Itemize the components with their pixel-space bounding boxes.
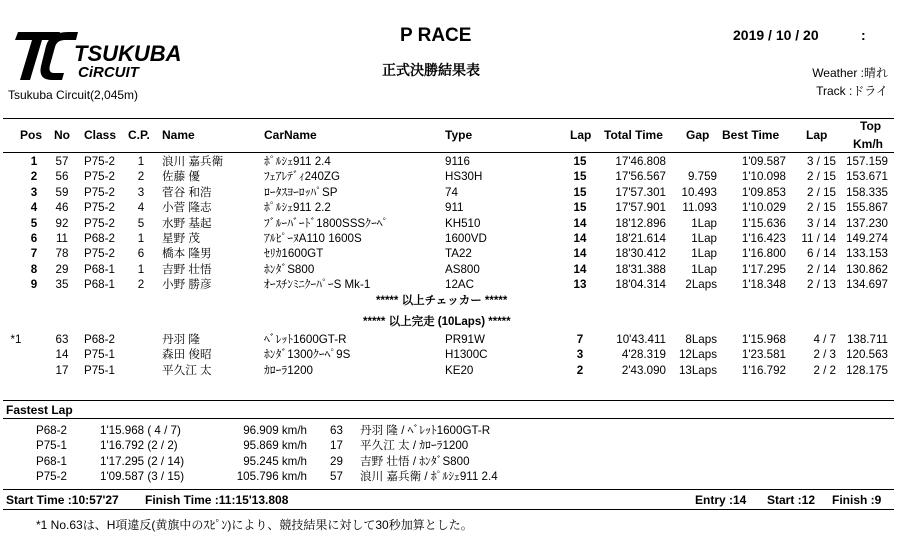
cell-lap: 15 xyxy=(573,170,587,184)
cell-best-lap: 2 / 15 xyxy=(806,170,836,184)
fastest-car-no: 29 xyxy=(330,454,343,468)
cell-class: P68-2 xyxy=(84,333,115,346)
cell-name: 佐藤 優 xyxy=(162,170,201,184)
cell-gap: 1Lap xyxy=(691,232,717,245)
cell-lap: 14 xyxy=(573,262,587,276)
col-type: Type xyxy=(445,128,473,142)
cell-cp: 1 xyxy=(137,155,145,168)
cell-gap: 13Laps xyxy=(678,363,717,377)
table-header-rule xyxy=(3,152,894,153)
cell-no: 11 xyxy=(55,232,69,245)
table-row xyxy=(0,365,900,377)
cell-top-speed: 149.274 xyxy=(846,232,888,245)
cell-class: P75-2 xyxy=(84,216,115,230)
col-name: Name xyxy=(162,128,195,142)
cell-total-time: 10'43.411 xyxy=(616,333,666,346)
cell-pos: 6 xyxy=(30,232,38,245)
svg-text:CiRCUIT: CiRCUIT xyxy=(78,64,139,81)
cell-type: KE20 xyxy=(445,363,474,377)
cell-type: KH510 xyxy=(445,216,481,230)
cell-carname: ﾛｰﾀｽﾖｰﾛｯﾊﾟSP xyxy=(264,185,338,199)
cell-carname: ﾌｪｱﾚﾃﾞｨ240ZG xyxy=(264,170,341,184)
cell-total-time: 18'21.614 xyxy=(615,232,666,245)
cell-gap: 9.759 xyxy=(687,170,717,184)
weather: Weather :晴れ xyxy=(812,66,888,80)
col-gap: Gap xyxy=(686,128,710,142)
cell-no: 92 xyxy=(55,216,69,230)
fastest-car-no: 17 xyxy=(330,439,343,453)
fastest-top-rule xyxy=(3,400,894,401)
cell-top-speed: 137.230 xyxy=(846,216,888,230)
start-count: Start :12 xyxy=(767,493,816,507)
cell-type: 74 xyxy=(445,185,458,199)
cell-name: 小菅 隆志 xyxy=(162,201,212,215)
cell-total-time: 2'43.090 xyxy=(621,363,666,377)
cell-best-time: 1'09.853 xyxy=(741,185,786,199)
cell-lap: 14 xyxy=(573,247,587,261)
cell-class: P68-1 xyxy=(84,278,115,292)
table-row xyxy=(0,349,900,361)
cell-type: AS800 xyxy=(445,262,480,276)
cell-best-time: 1'10.029 xyxy=(741,201,786,215)
cell-best-lap: 3 / 14 xyxy=(806,216,836,230)
cell-best-time: 1'17.295 xyxy=(741,262,786,276)
cell-top-speed: 130.862 xyxy=(846,262,888,276)
fastest-time: 1'15.968 ( 4 / 7) xyxy=(100,424,181,437)
fastest-time: 1'16.792 (2 / 2) xyxy=(100,439,178,453)
cell-no: 46 xyxy=(55,201,69,215)
cell-best-lap: 2 / 15 xyxy=(806,185,836,199)
cell-class: P75-2 xyxy=(84,201,115,215)
table-row xyxy=(0,202,900,214)
cell-class: P75-2 xyxy=(84,185,115,199)
col-pos: Pos xyxy=(20,128,43,142)
cell-pos: 1 xyxy=(30,155,38,168)
cell-lap: 2 xyxy=(576,363,584,377)
cell-carname: ﾎﾟﾙｼｪ911 2.2 xyxy=(264,201,331,215)
fastest-car-no: 63 xyxy=(330,424,343,437)
fastest-class: P68-2 xyxy=(36,424,67,437)
cell-top-speed: 134.697 xyxy=(846,278,888,292)
col-class: Class xyxy=(84,128,117,142)
result-subtitle: 正式決勝結果表 xyxy=(382,62,480,78)
cell-type: 9116 xyxy=(445,155,470,168)
col-top: Top xyxy=(860,119,882,133)
fastest-time: 1'17.295 (2 / 14) xyxy=(100,454,185,468)
fastest-lap-title: Fastest Lap xyxy=(6,403,73,417)
cell-lap: 15 xyxy=(573,155,587,168)
fastest-speed: 95.245 km/h xyxy=(243,454,307,468)
cell-lap: 15 xyxy=(573,185,587,199)
cell-best-lap: 4 / 7 xyxy=(813,333,836,346)
cell-lap: 14 xyxy=(573,232,587,245)
cell-no: 78 xyxy=(55,247,69,261)
cell-lap: 14 xyxy=(573,216,587,230)
cell-gap: 12Laps xyxy=(678,348,717,362)
cell-carname: ｶﾛｰﾗ1200 xyxy=(264,363,313,377)
cell-no: 56 xyxy=(55,170,69,184)
cell-carname: ﾎﾝﾀﾞ1300ｸｰﾍﾟ9S xyxy=(264,348,351,362)
fastest-class: P68-1 xyxy=(36,454,67,468)
cell-gap: 1Lap xyxy=(691,216,717,230)
cell-total-time: 18'12.896 xyxy=(615,216,666,230)
cell-name: 菅谷 和浩 xyxy=(162,185,212,199)
table-row xyxy=(0,279,900,291)
cell-name: 丹羽 隆 xyxy=(162,333,201,346)
cell-top-speed: 157.159 xyxy=(846,155,888,168)
fastest-driver-car: 丹羽 隆 / ﾍﾞﾚｯﾄ1600GT-R xyxy=(360,424,491,437)
circuit-name: Tsukuba Circuit(2,045m) xyxy=(8,88,139,102)
cell-name: 平久江 太 xyxy=(162,363,212,377)
cell-pos: 5 xyxy=(30,216,38,230)
cell-type: TA22 xyxy=(445,247,472,261)
cell-best-lap: 2 / 14 xyxy=(806,262,836,276)
cell-pos: 2 xyxy=(30,170,38,184)
table-row xyxy=(0,218,900,230)
cell-gap: 1Lap xyxy=(691,262,717,276)
cell-carname: ﾎﾝﾀﾞS800 xyxy=(264,262,315,276)
race-time: : xyxy=(861,27,866,43)
fastest-class: P75-2 xyxy=(36,470,67,484)
cell-class: P75-2 xyxy=(84,170,115,184)
cell-gap: 2Laps xyxy=(685,278,717,292)
cell-total-time: 18'30.412 xyxy=(615,247,666,261)
finish-time: Finish Time :11:15'13.808 xyxy=(145,493,289,507)
cell-carname: ﾍﾞﾚｯﾄ1600GT-R xyxy=(264,333,347,346)
cell-pos: *1 xyxy=(10,333,22,346)
cell-total-time: 4'28.319 xyxy=(621,348,666,362)
cell-total-time: 18'31.388 xyxy=(615,262,666,276)
cell-best-time: 1'23.581 xyxy=(741,348,786,362)
cell-name: 橋本 隆男 xyxy=(162,247,212,261)
cell-total-time: 17'56.567 xyxy=(615,170,666,184)
cell-no: 29 xyxy=(55,262,69,276)
cell-best-time: 1'15.968 xyxy=(741,333,786,346)
cell-class: P75-1 xyxy=(84,363,115,377)
cell-best-time: 1'09.587 xyxy=(741,155,786,168)
fastest-driver-car: 浪川 嘉兵衛 / ﾎﾟﾙｼｪ911 2.4 xyxy=(360,470,498,484)
cell-lap: 13 xyxy=(573,278,587,292)
cell-pos: 8 xyxy=(30,262,38,276)
col-total-time: Total Time xyxy=(604,128,663,142)
cell-name: 浪川 嘉兵衛 xyxy=(162,155,224,168)
cell-cp: 3 xyxy=(137,185,145,199)
fastest-speed: 95.869 km/h xyxy=(243,439,307,453)
footer-top-rule xyxy=(3,489,894,490)
table-top-rule xyxy=(3,118,894,119)
cell-top-speed: 155.867 xyxy=(846,201,888,215)
cell-name: 小野 勝彦 xyxy=(162,278,212,292)
table-row xyxy=(0,171,900,183)
col-no: No xyxy=(54,128,70,142)
cell-carname: ｱﾙﾋﾟｰﾇA110 1600S xyxy=(264,232,362,245)
fastest-header-rule xyxy=(3,418,894,419)
table-row xyxy=(0,187,900,199)
cell-class: P75-2 xyxy=(84,155,115,168)
cell-name: 水野 基起 xyxy=(162,216,212,230)
cell-top-speed: 138.711 xyxy=(846,333,888,346)
cell-no: 14 xyxy=(55,348,69,362)
cell-type: PR91W xyxy=(445,333,485,346)
fastest-speed: 96.909 km/h xyxy=(243,424,307,437)
track-condition: Track :ドライ xyxy=(816,84,888,98)
cell-cp: 4 xyxy=(137,201,145,215)
cell-best-lap: 2 / 13 xyxy=(806,278,836,292)
col-best-time: Best Time xyxy=(722,128,780,142)
col-cp: C.P. xyxy=(128,128,150,142)
cell-no: 17 xyxy=(55,363,69,377)
cell-best-lap: 6 / 14 xyxy=(806,247,836,261)
cell-carname: ﾌﾞﾙｰﾊﾞｰﾄﾞ1800SSSｸｰﾍﾟ xyxy=(264,216,389,230)
cell-top-speed: 133.153 xyxy=(846,247,888,261)
cell-best-lap: 2 / 2 xyxy=(813,363,836,377)
table-row xyxy=(0,156,900,168)
cell-gap: 10.493 xyxy=(681,185,717,199)
cell-best-time: 1'16.423 xyxy=(741,232,786,245)
cell-best-lap: 2 / 3 xyxy=(813,348,836,362)
cell-class: P75-1 xyxy=(84,348,115,362)
table-row xyxy=(0,264,900,276)
cell-carname: ｾﾘｶ1600GT xyxy=(264,247,324,261)
tsukuba-circuit-logo xyxy=(8,30,218,86)
cell-cp: 6 xyxy=(137,247,145,261)
checker-note: ***** 以上チェッカー ***** xyxy=(376,295,508,307)
cell-class: P75-2 xyxy=(84,247,115,261)
list-item xyxy=(0,425,900,437)
cell-gap: 11.093 xyxy=(682,201,717,215)
cell-name: 吉野 壮悟 xyxy=(162,262,212,276)
cell-pos: 4 xyxy=(30,201,38,215)
cell-best-time: 1'15.636 xyxy=(741,216,786,230)
footer-bottom-rule xyxy=(3,509,894,510)
list-item xyxy=(0,471,900,483)
cell-total-time: 17'46.808 xyxy=(615,155,666,168)
list-item xyxy=(0,440,900,452)
cell-top-speed: 158.335 xyxy=(846,185,888,199)
cell-cp: 2 xyxy=(137,278,145,292)
fastest-class: P75-1 xyxy=(36,439,67,453)
race-name: P RACE xyxy=(400,25,472,46)
cell-type: H1300C xyxy=(445,348,488,362)
list-item xyxy=(0,456,900,468)
cell-lap: 7 xyxy=(576,333,584,346)
cell-top-speed: 120.563 xyxy=(846,348,888,362)
cell-lap: 15 xyxy=(573,201,587,215)
cell-total-time: 17'57.901 xyxy=(615,201,666,215)
finish-count: Finish :9 xyxy=(832,493,882,507)
cell-no: 35 xyxy=(55,278,69,292)
race-date: 2019 / 10 / 20 xyxy=(733,27,819,43)
cell-type: 911 xyxy=(445,201,464,215)
cell-type: 12AC xyxy=(445,278,475,292)
fastest-driver-car: 平久江 太 / ｶﾛｰﾗ1200 xyxy=(360,439,469,453)
cell-total-time: 17'57.301 xyxy=(615,185,666,199)
cell-lap: 3 xyxy=(576,348,584,362)
cell-no: 63 xyxy=(55,333,69,346)
cell-class: P68-1 xyxy=(84,262,115,276)
cell-carname: ﾎﾟﾙｼｪ911 2.4 xyxy=(264,155,331,168)
cell-total-time: 18'04.314 xyxy=(615,278,666,292)
cell-cp: 1 xyxy=(137,232,145,245)
cell-pos: 3 xyxy=(30,185,38,199)
fastest-time: 1'09.587 (3 / 15) xyxy=(100,470,185,484)
col-kmh: Km/h xyxy=(853,137,883,151)
table-row xyxy=(0,334,900,346)
col-best-lap: Lap xyxy=(806,128,828,142)
cell-best-time: 1'18.348 xyxy=(741,278,786,292)
cell-no: 59 xyxy=(55,185,69,199)
cell-type: 1600VD xyxy=(445,232,487,245)
cell-name: 星野 茂 xyxy=(162,232,201,245)
cell-cp: 5 xyxy=(137,216,145,230)
cell-best-time: 1'16.800 xyxy=(741,247,786,261)
cell-pos: 7 xyxy=(30,247,38,261)
cell-type: HS30H xyxy=(445,170,483,184)
penalty-note: *1 No.63は、H項違反(黄旗中のｽﾋﾟﾝ)により、競技結果に対して30秒加算とした。 xyxy=(36,518,473,532)
cell-cp: 1 xyxy=(137,262,145,276)
table-row xyxy=(0,248,900,260)
cell-name: 森田 俊昭 xyxy=(162,348,212,362)
cell-best-time: 1'16.792 xyxy=(741,363,786,377)
start-time: Start Time :10:57'27 xyxy=(6,493,119,507)
finish-note: ***** 以上完走 (10Laps) ***** xyxy=(363,316,511,328)
logo-wordmark xyxy=(74,41,182,81)
cell-gap: 1Lap xyxy=(691,247,717,261)
cell-top-speed: 128.175 xyxy=(846,363,888,377)
cell-best-time: 1'10.098 xyxy=(741,170,786,184)
svg-text:TSUKUBA: TSUKUBA xyxy=(74,41,182,66)
fastest-speed: 105.796 km/h xyxy=(236,470,307,484)
cell-best-lap: 11 / 14 xyxy=(801,232,836,245)
cell-best-lap: 2 / 15 xyxy=(806,201,836,215)
cell-top-speed: 153.671 xyxy=(846,170,888,184)
fastest-driver-car: 吉野 壮悟 / ﾎﾝﾀﾞS800 xyxy=(360,454,470,468)
cell-gap: 8Laps xyxy=(685,333,717,346)
cell-no: 57 xyxy=(55,155,69,168)
cell-cp: 2 xyxy=(137,170,145,184)
col-carname: CarName xyxy=(264,128,317,142)
entry-count: Entry :14 xyxy=(695,493,747,507)
cell-best-lap: 3 / 15 xyxy=(806,155,836,168)
fastest-car-no: 57 xyxy=(330,470,343,484)
cell-class: P68-2 xyxy=(84,232,115,245)
cell-pos: 9 xyxy=(30,278,38,292)
cell-carname: ｵｰｽﾁﾝﾐﾆｸｰﾊﾟｰS Mk-1 xyxy=(264,278,371,292)
col-lap: Lap xyxy=(570,128,592,142)
table-row xyxy=(0,233,900,245)
